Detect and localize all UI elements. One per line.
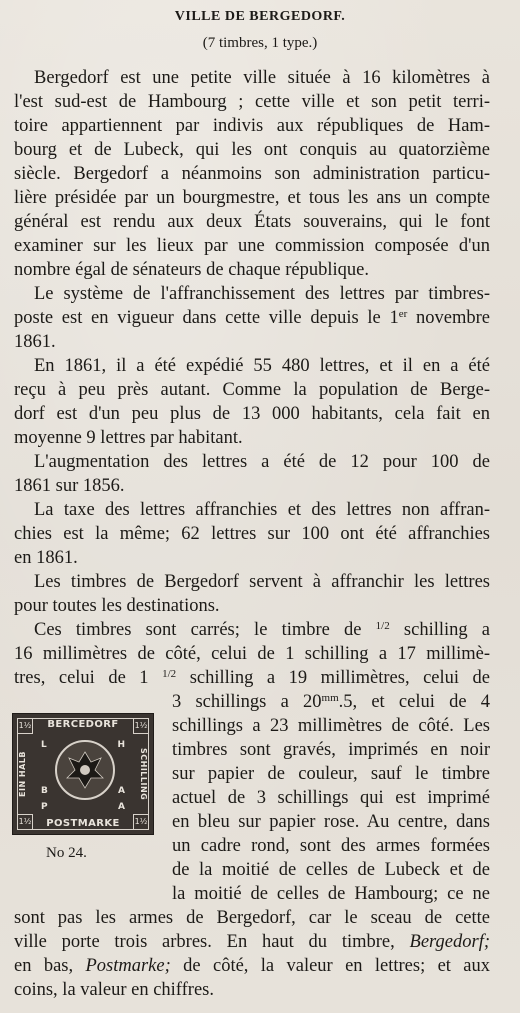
text-line: chies est la même; 62 lettres sur 100 ont été affranchies [14, 524, 490, 544]
stamp-letter: P [41, 802, 48, 812]
text-segment: 3 schillings a 20 [172, 692, 322, 712]
text-segment: poste est en vigueur dans cette ville depuis le [14, 308, 381, 328]
stamp-corner-value: 1½ [133, 814, 149, 830]
text-segment: schilling a [403, 620, 491, 640]
stamp-top-text: BERCEDORF [47, 719, 119, 730]
text-segment: de côté, la valeur en lettres; et aux [183, 956, 491, 976]
text-line: de la moitié de celles de Lubeck et de [172, 860, 490, 880]
stamp-letter: B [41, 786, 48, 796]
text-line: dorf est d'un peu plus de 13 000 habitants, cela fait en [14, 404, 490, 424]
eagle-icon [57, 742, 113, 798]
fraction: 1/2 [162, 668, 177, 680]
text-segment: en bas, [14, 956, 74, 976]
text-segment: schilling a 19 millimètres, celui de [189, 668, 491, 688]
text-line: En 1861, il a été expédié 55 480 lettres, et il en a été [34, 356, 490, 376]
stamp-caption: No 24. [46, 845, 87, 861]
text-line: siècle. Bergedorf a néanmoins son administration particu- [14, 164, 490, 184]
text-line [172, 690, 490, 714]
text-line [14, 954, 490, 978]
text-line: actuel de 3 schillings qui est imprimé [172, 788, 490, 808]
text-segment: Ces timbres sont carrés; le timbre de [34, 620, 362, 640]
text-line: examiner sur les lieux par une commission composée d'un [14, 236, 490, 256]
text-line: moyenne 9 lettres par habitant. [14, 428, 243, 448]
stamp-letter: A [118, 786, 125, 796]
page-title: VILLE DE BERGEDORF. [174, 9, 346, 24]
text-line: 1861. [14, 332, 56, 352]
stamp-corner-value: 1½ [133, 718, 149, 734]
text-line [14, 666, 490, 690]
superscript: er [398, 308, 408, 320]
text-line: sont pas les armes de Bergedorf, car le sceau de cette [14, 908, 490, 928]
stamp-right-text: SCHILLING [139, 747, 148, 801]
text-line: timbres sont gravés, imprimés en noir [172, 740, 490, 760]
text-line: Le système de l'affranchissement des lettres par timbres- [34, 284, 490, 304]
text-line: en bleu sur papier rose. Au centre, dans [172, 812, 490, 832]
fraction: 1/2 [375, 620, 390, 632]
stamp-bottom-text: POSTMARKE [46, 818, 120, 829]
text-line [14, 930, 490, 954]
text-line: 16 millimètres de côté, celui de 1 schilling a 17 millimè- [14, 644, 490, 664]
text-line: en 1861. [14, 548, 78, 568]
page-subtitle: (7 timbres, 1 type.) [202, 35, 318, 51]
text-line: nombre égal de sénateurs de chaque république. [14, 260, 369, 280]
text-segment: novembre [416, 308, 491, 328]
text-line: L'augmentation des lettres a été de 12 pour 100 de [34, 452, 490, 472]
italic-word: Bergedorf; [409, 932, 491, 952]
text-line: lière présidée par un bourgmestre, et tous les ans un compte [14, 188, 490, 208]
text-line [34, 618, 490, 642]
stamp-left-text: EIN HALB [18, 751, 27, 798]
stamp-corner-value: 1½ [17, 814, 33, 830]
text-line: coins, la valeur en chiffres. [14, 980, 214, 1000]
superscript: mm [321, 692, 339, 704]
stamp-letter: L [41, 740, 47, 750]
text-line: sur papier de couleur, sauf le timbre [172, 764, 490, 784]
stamp-corner-value: 1½ [17, 718, 33, 734]
stamp-illustration [12, 713, 154, 835]
text-line: poste est en vigueur dans cette ville depuis le 1er novembre [14, 308, 491, 328]
text-segment: .5, et celui de 4 [338, 692, 490, 712]
text-line: pour toutes les destinations. [14, 596, 220, 616]
text-line: Les timbres de Bergedorf servent à affranchir les lettres [34, 572, 490, 592]
text-line: l'est sud-est de Hambourg ; cette ville et son petit terri- [14, 92, 490, 112]
text-line: 1861 sur 1856. [14, 476, 125, 496]
stamp-letter: A [118, 802, 125, 812]
text-line: la moitié de celles de Hambourg; ce ne [172, 884, 490, 904]
text-line: général est rendu aux deux États souverains, qui le font [14, 212, 490, 232]
text-line: bourg et de Lubeck, qui les ont conquis au quatorzième [14, 140, 490, 160]
text-line: toire appartiennent par indivis aux républiques de Ham- [14, 116, 490, 136]
text-line: schillings a 23 millimètres de côté. Les [172, 716, 490, 736]
text-line: La taxe des lettres affranchies et des lettres non affran- [34, 500, 490, 520]
text-segment: tres, celui de 1 [14, 668, 149, 688]
text-segment: ville porte trois arbres. En haut du timbre, [14, 932, 395, 952]
text-line: un cadre rond, sont des armes formées [172, 836, 490, 856]
italic-word: Postmarke; [85, 956, 171, 976]
text-line: reçu à peu près autant. Comme la population de Berge- [14, 380, 490, 400]
coat-of-arms-icon [55, 740, 115, 800]
stamp-letter: H [117, 740, 125, 750]
text-line: Bergedorf est une petite ville située à 16 kilomètres à [34, 68, 490, 88]
